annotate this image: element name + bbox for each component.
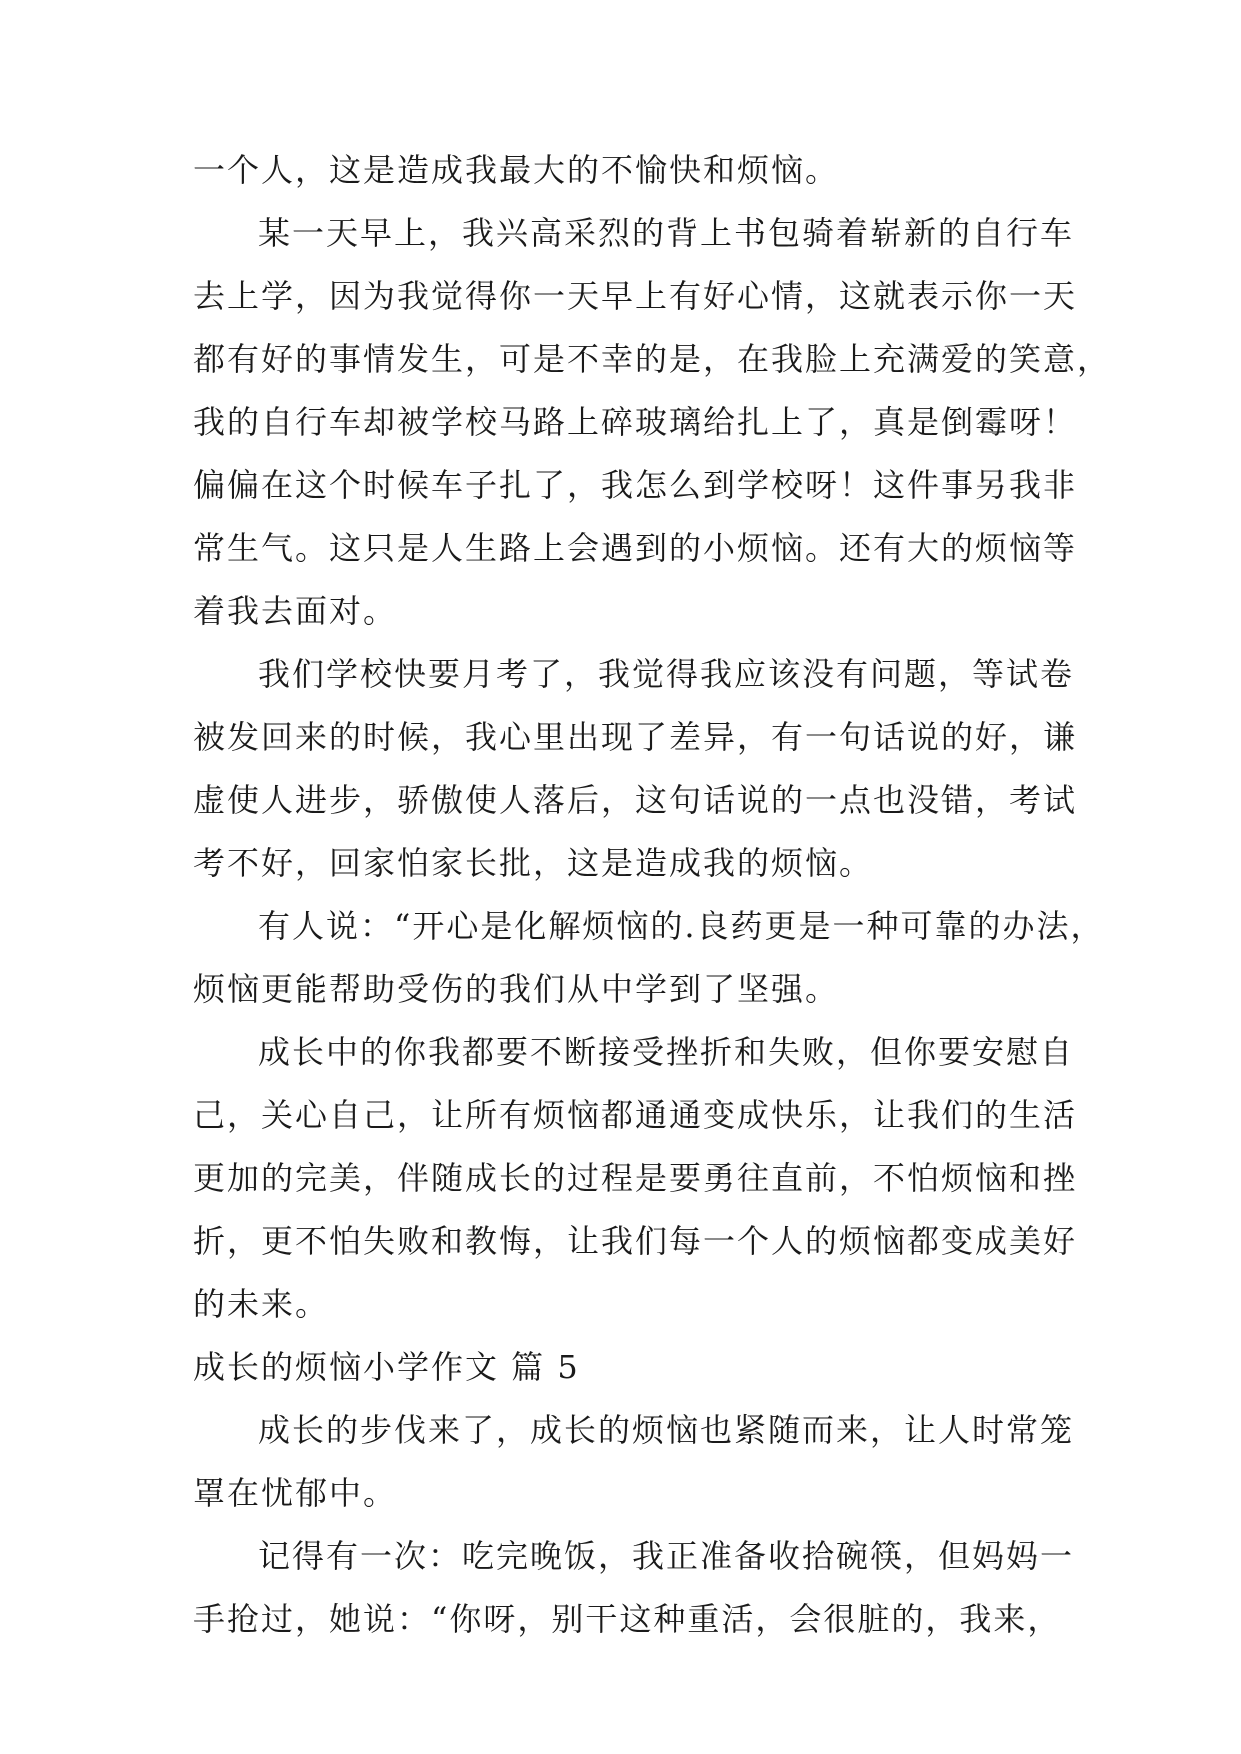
text-line: 己，关心自己，让所有烦恼都通通变成快乐，让我们的生活 bbox=[193, 1096, 1078, 1134]
text-line: 手抢过，她说：“你呀，别干这种重活，会很脏的，我来， bbox=[193, 1600, 1062, 1638]
text-line: 都有好的事情发生，可是不幸的是，在我脸上充满爱的笑意， bbox=[193, 340, 1112, 378]
text-line: 被发回来的时候，我心里出现了差异，有一句话说的好，谦 bbox=[193, 718, 1078, 756]
paragraph-start-line: 某一天早上，我兴高采烈的背上书包骑着崭新的自行车 bbox=[258, 214, 1075, 252]
text-line: 一个人，这是造成我最大的不愉快和烦恼。 bbox=[193, 151, 840, 189]
text-line: 考不好，回家怕家长批，这是造成我的烦恼。 bbox=[193, 844, 874, 882]
paragraph-start-line: 有人说：“开心是化解烦恼的.良药更是一种可靠的办法， bbox=[258, 907, 1105, 945]
text-line: 折，更不怕失败和教悔，让我们每一个人的烦恼都变成美好 bbox=[193, 1222, 1078, 1260]
text-line: 虚使人进步，骄傲使人落后，这句话说的一点也没错，考试 bbox=[193, 781, 1078, 819]
text-line: 去上学，因为我觉得你一天早上有好心情，这就表示你一天 bbox=[193, 277, 1078, 315]
paragraph-start-line: 成长的步伐来了，成长的烦恼也紧随而来，让人时常笼 bbox=[258, 1411, 1075, 1449]
paragraph-start-line: 成长中的你我都要不断接受挫折和失败，但你要安慰自 bbox=[258, 1033, 1075, 1071]
text-line: 偏偏在这个时候车子扎了，我怎么到学校呀！这件事另我非 bbox=[193, 466, 1078, 504]
text-line: 罩在忧郁中。 bbox=[193, 1474, 398, 1512]
text-line: 更加的完美，伴随成长的过程是要勇往直前，不怕烦恼和挫 bbox=[193, 1159, 1078, 1197]
paragraph-start-line: 我们学校快要月考了，我觉得我应该没有问题，等试卷 bbox=[258, 655, 1075, 693]
section-heading: 成长的烦恼小学作文 篇 5 bbox=[193, 1348, 580, 1386]
text-line: 着我去面对。 bbox=[193, 592, 398, 630]
text-line: 我的自行车却被学校马路上碎玻璃给扎上了，真是倒霉呀！ bbox=[193, 403, 1078, 441]
text-line: 常生气。这只是人生路上会遇到的小烦恼。还有大的烦恼等 bbox=[193, 529, 1078, 567]
text-line: 的未来。 bbox=[193, 1285, 330, 1323]
text-line: 烦恼更能帮助受伤的我们从中学到了坚强。 bbox=[193, 970, 840, 1008]
paragraph-start-line: 记得有一次：吃完晚饭，我正准备收拾碗筷，但妈妈一 bbox=[258, 1537, 1075, 1575]
